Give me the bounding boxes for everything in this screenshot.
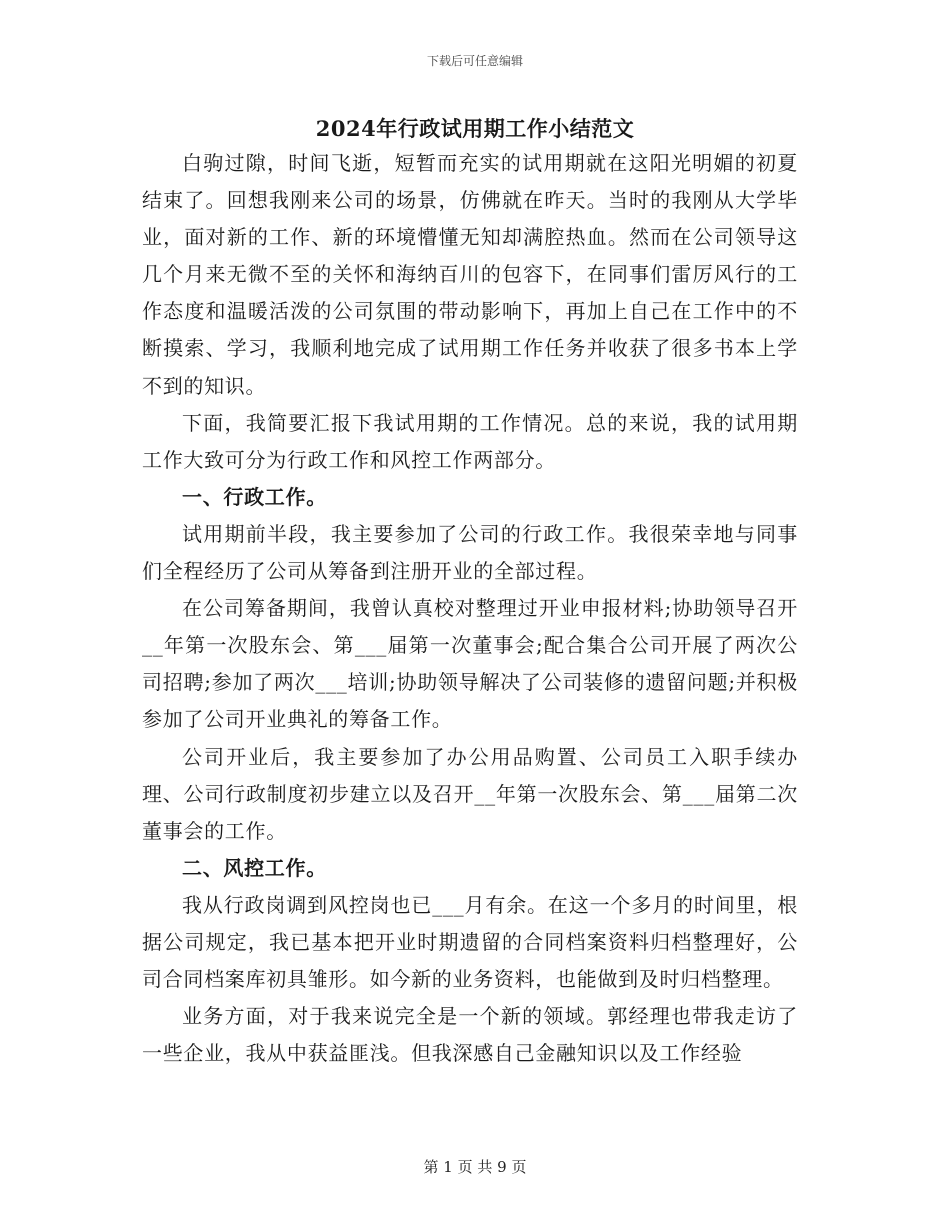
admin-paragraph-2: 在公司筹备期间，我曾认真校对整理过开业申报材料;协助领导召开__年第一次股东会、第___届第一次董事会;配合集合公司开展了两次公司招聘;参加了两次___培训;协助领导解决了公司装修的遗留问题;并积极参加了公司开业典礼的筹备工作。 bbox=[142, 596, 798, 732]
admin-paragraph-3: 公司开业后，我主要参加了办公用品购置、公司员工入职手续办理、公司行政制度初步建立以及召开__年第一次股东会、第___届第二次董事会的工作。 bbox=[142, 744, 798, 843]
document-title: 2024年行政试用期工作小结范文 bbox=[315, 116, 635, 141]
section-heading-risk-control: 二、风控工作。 bbox=[182, 855, 327, 880]
summary-paragraph: 下面，我简要汇报下我试用期的工作情况。总的来说，我的试用期工作大致可分为行政工作和风控工作两部分。 bbox=[142, 410, 798, 472]
intro-paragraph: 白驹过隙，时间飞逝，短暂而充实的试用期就在这阳光明媚的初夏结束了。回想我刚来公司的场景，仿佛就在昨天。当时的我刚从大学毕业，面对新的工作、新的环境懵懂无知却满腔热血。然而在公司领导这几个月来无微不至的关怀和海纳百川的包容下，在同事们雷厉风行的工作态度和温暖活泼的公司氛围的带动影响下，再加上自己在工作中的不断摸索、学习，我顺利地完成了试用期工作任务并收获了很多书本上学不到的知识。 bbox=[142, 151, 798, 398]
page-number-footer: 第 1 页 共 9 页 bbox=[423, 1158, 527, 1176]
admin-paragraph-1: 试用期前半段，我主要参加了公司的行政工作。我很荣幸地与同事们全程经历了公司从筹备到注册开业的全部过程。 bbox=[142, 521, 798, 584]
document-body bbox=[142, 145, 798, 1072]
page-header-note: 下载后可任意编辑 bbox=[426, 54, 523, 68]
section-heading-admin: 一、行政工作。 bbox=[182, 484, 327, 509]
risk-paragraph-1: 我从行政岗调到风控岗也已___月有余。在这一个多月的时间里，根据公司规定，我已基本把开业时期遗留的合同档案资料归档整理好，公司合同档案库初具雏形。如今新的业务资料，也能做到及时归档整理。 bbox=[142, 892, 798, 992]
risk-paragraph-2: 业务方面，对于我来说完全是一个新的领域。郭经理也带我走访了一些企业，我从中获益匪浅。但我深感自己金融知识以及工作经验 bbox=[142, 1004, 798, 1066]
